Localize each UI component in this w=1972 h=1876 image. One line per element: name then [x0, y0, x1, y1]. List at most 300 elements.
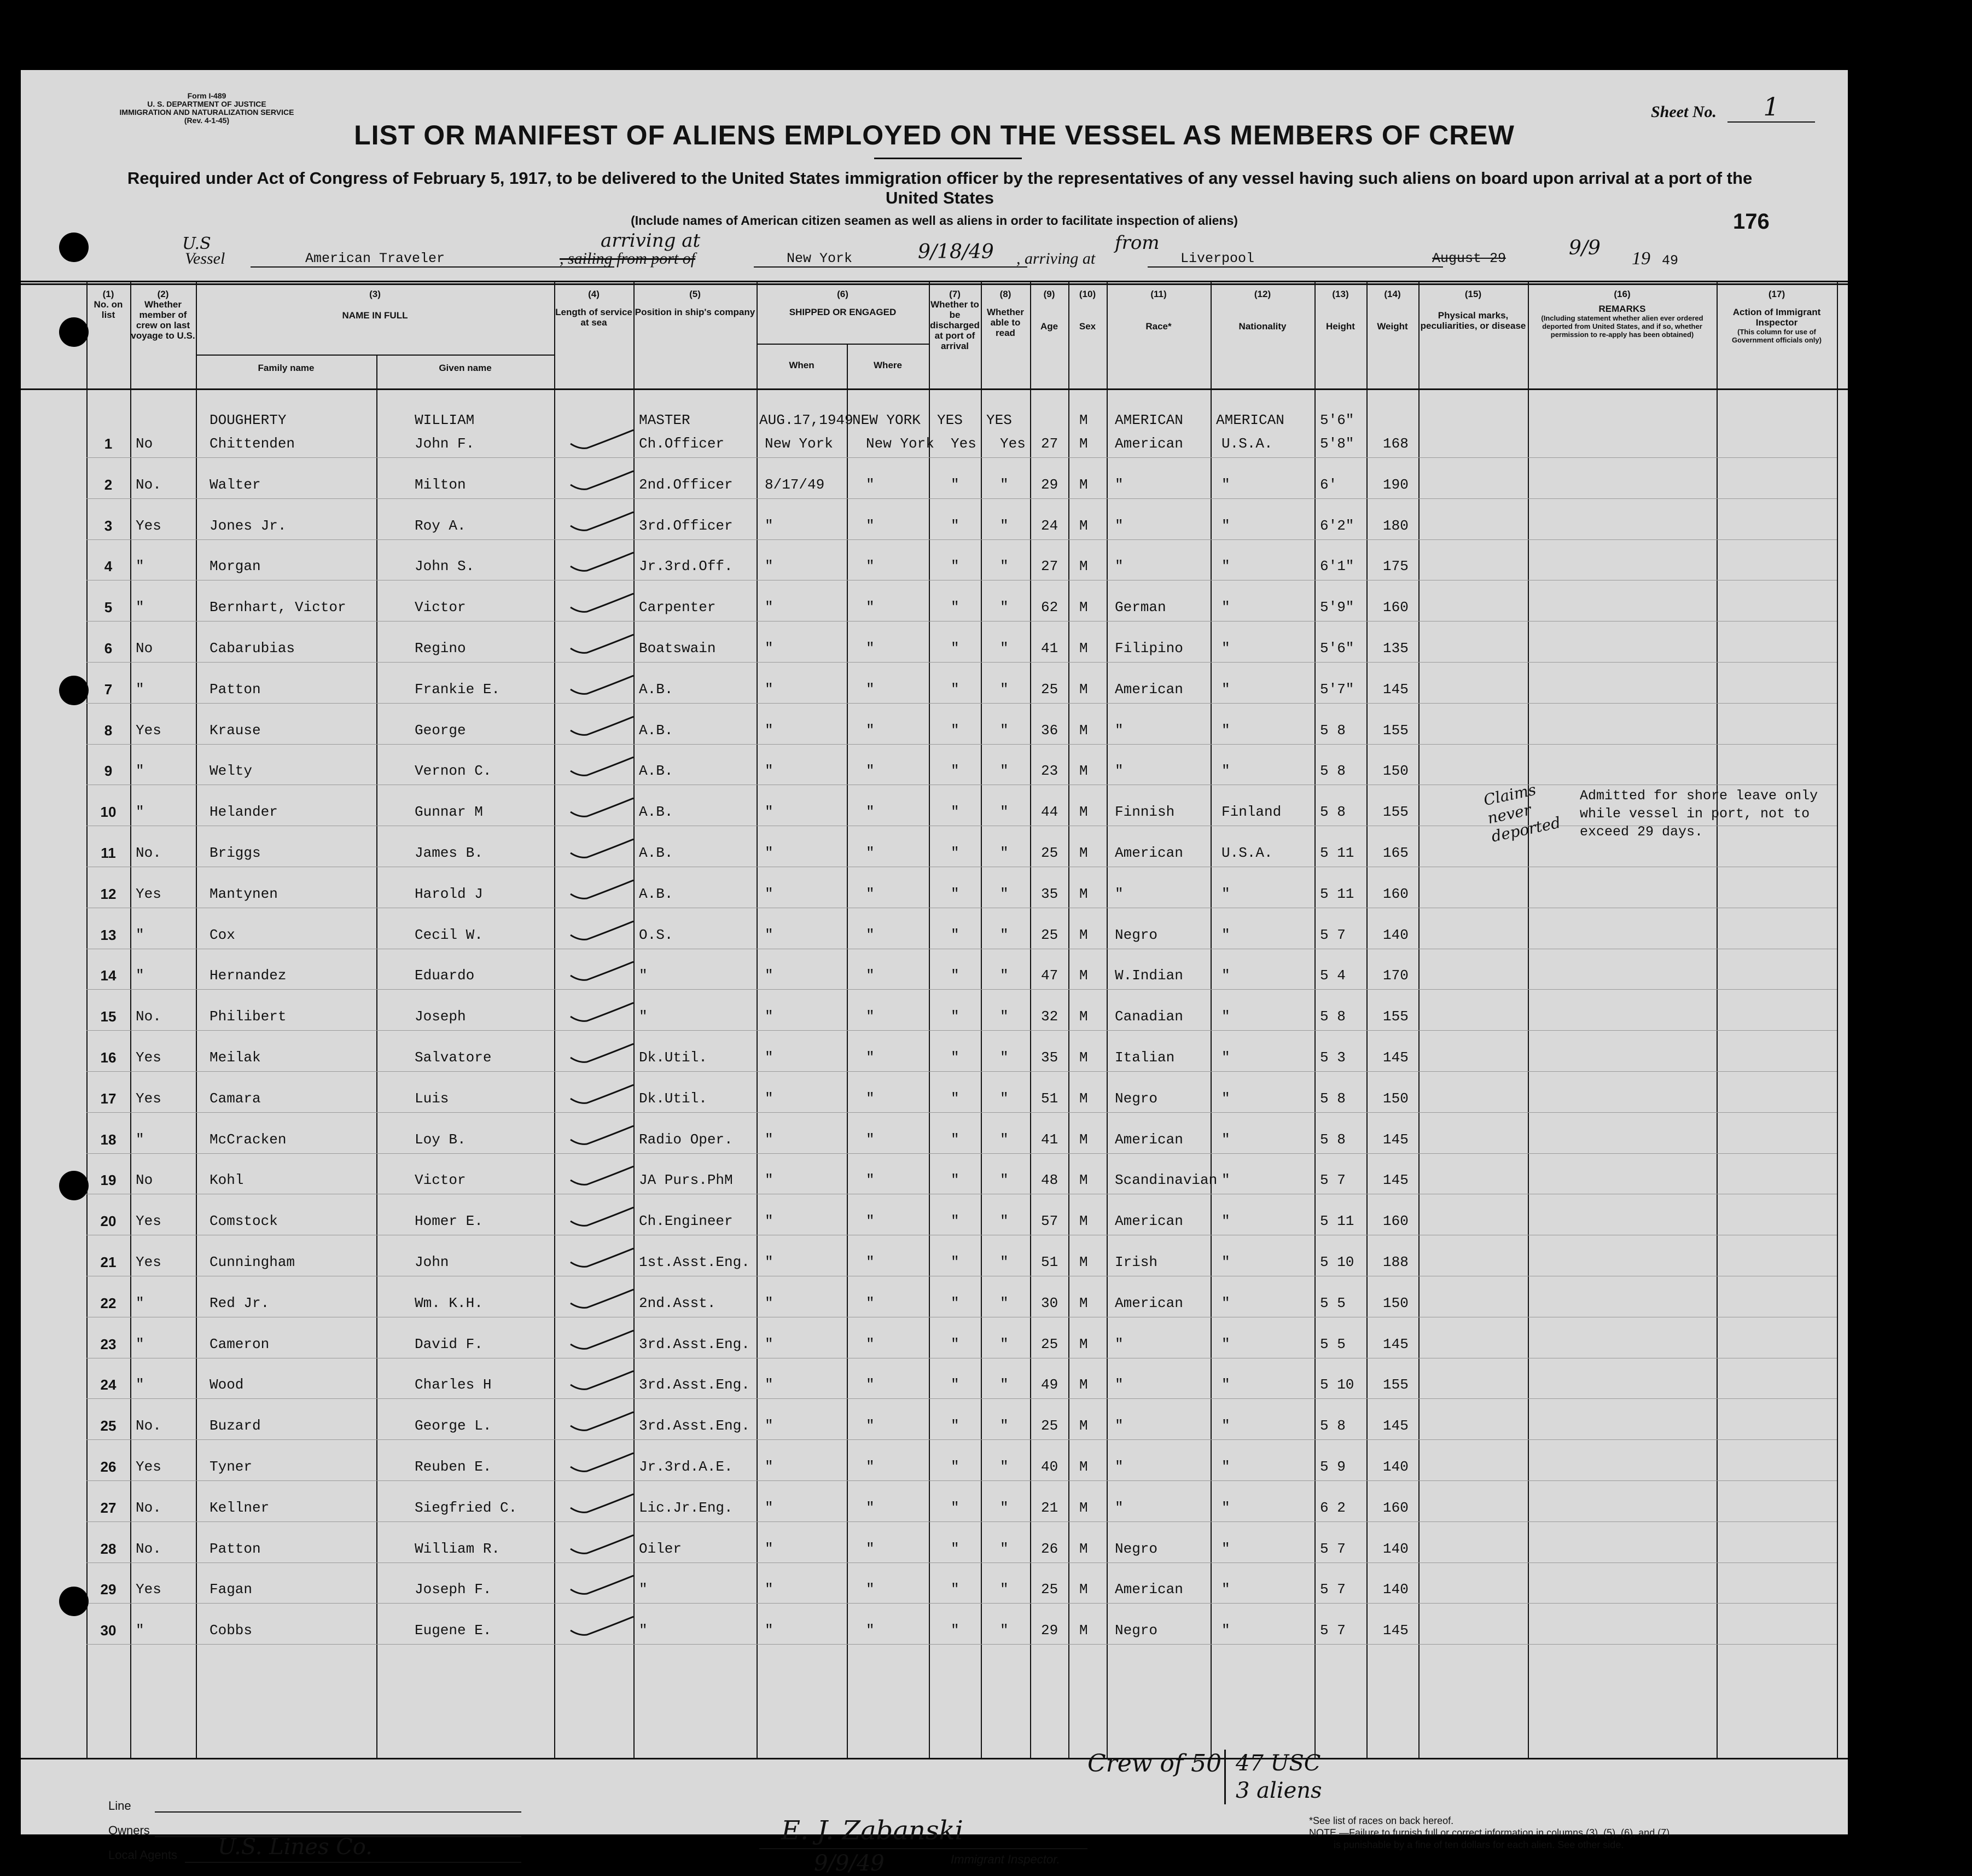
- row-family-name: Camara: [210, 1090, 261, 1107]
- row-discharged: ": [951, 517, 959, 534]
- row-race: ": [1115, 1499, 1124, 1516]
- binder-hole: [59, 233, 89, 262]
- row-position: Ch.Officer: [639, 435, 725, 452]
- row-weight: 150: [1383, 763, 1409, 780]
- row-able-to-read: ": [1000, 1459, 1009, 1475]
- length-of-service-checkmark: [568, 468, 633, 490]
- row-given-name: Siegfried C.: [415, 1499, 517, 1516]
- row-weight: 145: [1383, 1131, 1409, 1148]
- row-last-voyage: ": [136, 1335, 144, 1352]
- row-weight: 175: [1383, 558, 1409, 575]
- row-nationality: ": [1221, 1581, 1230, 1598]
- row-row-number: 16: [100, 1049, 117, 1066]
- row-shipped-where: ": [866, 1622, 875, 1639]
- row-nationality: ": [1221, 599, 1230, 616]
- length-of-service-checkmark: [568, 591, 633, 613]
- row-position: A.B.: [639, 804, 673, 821]
- row-shipped-when: ": [765, 1254, 773, 1270]
- row-row-number: 24: [100, 1376, 117, 1393]
- row-sex: M: [1079, 1581, 1088, 1598]
- row-able-to-read: ": [1000, 1049, 1009, 1066]
- col3-header: (3) NAME IN FULL: [342, 289, 408, 321]
- shipped-subheader-line: [757, 344, 929, 345]
- row-age: 51: [1041, 1090, 1058, 1107]
- col-line-2: [130, 282, 131, 1759]
- row-given-name: William R.: [415, 1540, 501, 1557]
- row-height: 5 11: [1320, 1213, 1354, 1230]
- manifest-sheet: [21, 70, 1848, 1876]
- row-shipped-when: ": [765, 599, 773, 616]
- col9-header: (9) Age: [1040, 289, 1058, 332]
- row-row-number: 15: [100, 1008, 117, 1025]
- title-underline: [874, 158, 1022, 159]
- row-family-name: Kohl: [210, 1172, 244, 1189]
- row-shipped-where: ": [866, 1499, 875, 1516]
- row-age: 35: [1041, 1049, 1058, 1066]
- row-sex: M: [1079, 435, 1088, 452]
- row-able-to-read: ": [1000, 1131, 1009, 1148]
- row-shipped-where: ": [866, 722, 875, 739]
- length-of-service-checkmark: [568, 754, 633, 776]
- row-height: 5 7: [1320, 1581, 1346, 1598]
- stamp-number: 176: [1733, 210, 1770, 234]
- row-weight: 140: [1383, 1459, 1409, 1475]
- row-row-number: 3: [104, 517, 113, 534]
- row-row-number: 25: [100, 1418, 117, 1434]
- col-line-5: [633, 282, 635, 1759]
- row-given-name: Victor: [415, 599, 466, 616]
- arriving-port: Liverpool: [1148, 251, 1443, 268]
- year-value: 49: [1662, 253, 1679, 269]
- length-of-service-checkmark: [568, 509, 633, 531]
- row-shipped-when: ": [765, 722, 773, 739]
- col8-header: (8) Whether able to read: [987, 289, 1024, 338]
- row-row-number: 14: [100, 967, 117, 984]
- row-height: 5 7: [1320, 926, 1346, 943]
- length-of-service-checkmark: [568, 1368, 633, 1390]
- row-nationality: ": [1221, 1172, 1230, 1189]
- row-sex: M: [1079, 558, 1088, 575]
- row-height: 5'9": [1320, 599, 1354, 616]
- row-position: ": [639, 967, 648, 984]
- row-shipped-where: ": [866, 558, 875, 575]
- row-shipped-where: ": [866, 804, 875, 821]
- row-sex: M: [1079, 1376, 1088, 1393]
- row-sex: M: [1079, 1131, 1088, 1148]
- crew-breakdown: 47 USC 3 aliens: [1224, 1750, 1322, 1804]
- row-row-number: 28: [100, 1540, 117, 1557]
- row-last-voyage: ": [136, 926, 144, 943]
- row-position: A.B.: [639, 722, 673, 739]
- row-height: 5 8: [1320, 722, 1346, 739]
- row-shipped-when: ": [765, 1459, 773, 1475]
- row-shipped-when: ": [765, 1335, 773, 1352]
- col-line-11: [1107, 282, 1108, 1759]
- row-row-number: 26: [100, 1459, 117, 1475]
- row-shipped-when: ": [765, 558, 773, 575]
- row-discharged: ": [951, 1090, 959, 1107]
- row-family-name: Chittenden: [210, 435, 295, 452]
- master-race: AMERICAN: [1115, 412, 1183, 428]
- row-weight: 145: [1383, 1418, 1409, 1434]
- length-of-service-checkmark: [568, 1123, 633, 1145]
- departure-date: 9/18/49: [918, 241, 994, 263]
- row-height: 6 2: [1320, 1499, 1346, 1516]
- row-able-to-read: ": [1000, 1376, 1009, 1393]
- penalty-note-1: NOTE.—Failure to furnish full or correct information in columns (3), (5), (6), and (7): [1309, 1827, 1670, 1838]
- row-sex: M: [1079, 599, 1088, 616]
- row-row-number: 21: [100, 1254, 117, 1270]
- col-line-16: [1528, 282, 1529, 1759]
- row-position: 2nd.Officer: [639, 476, 733, 493]
- row-position: 3rd.Asst.Eng.: [639, 1418, 750, 1434]
- row-family-name: Wood: [210, 1376, 244, 1393]
- row-shipped-when: ": [765, 763, 773, 780]
- row-race: American: [1115, 681, 1183, 698]
- row-race: American: [1115, 1294, 1183, 1311]
- row-last-voyage: ": [136, 804, 144, 821]
- row-race: ": [1115, 1418, 1124, 1434]
- row-shipped-where: ": [866, 1581, 875, 1598]
- row-last-voyage: No: [136, 435, 153, 452]
- col-line-14: [1366, 282, 1368, 1759]
- remarks-handwritten-note: Claims never deported: [1482, 780, 1562, 846]
- row-shipped-where: ": [866, 1008, 875, 1025]
- row-height: 5 5: [1320, 1294, 1346, 1311]
- row-separator: [86, 1398, 1837, 1399]
- row-race: American: [1115, 1213, 1183, 1230]
- row-race: ": [1115, 722, 1124, 739]
- row-age: 62: [1041, 599, 1058, 616]
- row-family-name: Cameron: [210, 1335, 270, 1352]
- row-shipped-where: ": [866, 476, 875, 493]
- row-separator: [86, 1112, 1837, 1113]
- row-weight: 135: [1383, 640, 1409, 657]
- line-rule: [155, 1811, 521, 1813]
- row-family-name: Morgan: [210, 558, 261, 575]
- row-family-name: Briggs: [210, 845, 261, 861]
- row-race: Irish: [1115, 1254, 1158, 1270]
- row-height: 5 10: [1320, 1376, 1354, 1393]
- row-last-voyage: Yes: [136, 1213, 161, 1230]
- row-height: 5 8: [1320, 1418, 1346, 1434]
- row-family-name: Tyner: [210, 1459, 253, 1475]
- row-last-voyage: ": [136, 1294, 144, 1311]
- row-discharged: ": [951, 1049, 959, 1066]
- row-able-to-read: ": [1000, 517, 1009, 534]
- line-label: Line: [108, 1799, 131, 1813]
- row-sex: M: [1079, 967, 1088, 984]
- row-age: 49: [1041, 1376, 1058, 1393]
- row-age: 40: [1041, 1459, 1058, 1475]
- row-discharged: ": [951, 1213, 959, 1230]
- row-race: German: [1115, 599, 1166, 616]
- row-nationality: ": [1221, 1294, 1230, 1311]
- col-line-6b: [847, 344, 848, 1759]
- length-of-service-checkmark: [568, 919, 633, 940]
- row-height: 5 7: [1320, 1540, 1346, 1557]
- row-nationality: ": [1221, 1376, 1230, 1393]
- row-family-name: Comstock: [210, 1213, 278, 1230]
- parenthetical-note: (Include names of American citizen seamen as well as aliens in order to facilitate inspection of aliens): [631, 213, 1238, 228]
- row-weight: 140: [1383, 926, 1409, 943]
- row-discharged: ": [951, 599, 959, 616]
- col5-header: (5) Position in ship's company: [635, 289, 755, 317]
- row-age: 24: [1041, 517, 1058, 534]
- row-shipped-when: ": [765, 1540, 773, 1557]
- row-family-name: Red Jr.: [210, 1294, 270, 1311]
- length-of-service-checkmark: [568, 1205, 633, 1227]
- col14-header: (14) Weight: [1377, 289, 1408, 332]
- row-able-to-read: ": [1000, 640, 1009, 657]
- length-of-service-checkmark: [568, 1041, 633, 1063]
- row-last-voyage: ": [136, 558, 144, 575]
- row-given-name: Frankie E.: [415, 681, 501, 698]
- row-race: Negro: [1115, 1622, 1158, 1639]
- row-family-name: Jones Jr.: [210, 517, 287, 534]
- row-separator: [86, 1030, 1837, 1031]
- row-nationality: ": [1221, 1459, 1230, 1475]
- row-height: 5'7": [1320, 681, 1354, 698]
- year-prefix: 19: [1632, 248, 1650, 269]
- row-family-name: Cox: [210, 926, 235, 943]
- row-race: ": [1115, 558, 1124, 575]
- form-identifier: Form I-489 U. S. DEPARTMENT OF JUSTICE IMMIGRATION AND NATURALIZATION SERVICE (Rev. 4-1-45): [119, 91, 294, 125]
- row-age: 23: [1041, 763, 1058, 780]
- length-of-service-checkmark: [568, 1491, 633, 1513]
- row-separator: [86, 621, 1837, 622]
- length-of-service-checkmark: [568, 1246, 633, 1268]
- remarks-typed: Admitted for shore leave only while vessel in port, not to exceed 29 days.: [1580, 788, 1818, 840]
- row-sex: M: [1079, 1499, 1088, 1516]
- row-nationality: ": [1221, 1499, 1230, 1516]
- row-discharged: ": [951, 763, 959, 780]
- row-weight: 155: [1383, 804, 1409, 821]
- row-nationality: ": [1221, 517, 1230, 534]
- header-bottom-border: [21, 388, 1848, 390]
- col-line-10: [1068, 282, 1069, 1759]
- row-position: 1st.Asst.Eng.: [639, 1254, 750, 1270]
- penalty-note-2: is punishable by a fine of ten dollars for each alien. See other side.: [1334, 1839, 1624, 1850]
- row-height: 5 7: [1320, 1172, 1346, 1189]
- row-sex: M: [1079, 640, 1088, 657]
- row-age: 25: [1041, 926, 1058, 943]
- act-subtitle: Required under Act of Congress of February 5, 1917, to be delivered to the United States immigration officer by the representatives of any vessel having such aliens on board upon arrival at a port of the United States: [127, 169, 1753, 207]
- row-weight: 150: [1383, 1294, 1409, 1311]
- master-discharged: YES: [937, 412, 963, 428]
- length-of-service-checkmark: [568, 1082, 633, 1104]
- row-last-voyage: ": [136, 967, 144, 984]
- row-discharged: ": [951, 926, 959, 943]
- row-sex: M: [1079, 476, 1088, 493]
- row-shipped-when: ": [765, 1294, 773, 1311]
- row-shipped-where: ": [866, 1213, 875, 1230]
- row-given-name: Salvatore: [415, 1049, 492, 1066]
- row-position: ": [639, 1581, 648, 1598]
- row-family-name: Walter: [210, 476, 261, 493]
- row-race: Negro: [1115, 1090, 1158, 1107]
- row-shipped-when: ": [765, 926, 773, 943]
- row-family-name: Philibert: [210, 1008, 287, 1025]
- row-able-to-read: ": [1000, 722, 1009, 739]
- row-position: ": [639, 1008, 648, 1025]
- row-race: American: [1115, 845, 1183, 861]
- row-shipped-when: ": [765, 1581, 773, 1598]
- row-shipped-when: ": [765, 1008, 773, 1025]
- row-separator: [86, 539, 1837, 540]
- row-weight: 145: [1383, 1049, 1409, 1066]
- row-height: 5 8: [1320, 1008, 1346, 1025]
- row-age: 25: [1041, 681, 1058, 698]
- row-weight: 145: [1383, 1622, 1409, 1639]
- row-height: 5 3: [1320, 1049, 1346, 1066]
- row-height: 5 7: [1320, 1622, 1346, 1639]
- row-able-to-read: ": [1000, 926, 1009, 943]
- row-discharged: ": [951, 1418, 959, 1434]
- row-shipped-where: ": [866, 885, 875, 902]
- row-shipped-when: ": [765, 517, 773, 534]
- row-able-to-read: ": [1000, 681, 1009, 698]
- col-line-7: [929, 282, 930, 1759]
- row-row-number: 20: [100, 1213, 117, 1230]
- row-nationality: ": [1221, 926, 1230, 943]
- row-nationality: ": [1221, 885, 1230, 902]
- row-given-name: Charles H: [415, 1376, 492, 1393]
- row-nationality: U.S.A.: [1221, 435, 1273, 452]
- row-given-name: Roy A.: [415, 517, 466, 534]
- row-shipped-when: ": [765, 1049, 773, 1066]
- row-nationality: ": [1221, 640, 1230, 657]
- col3a-header: Family name: [258, 363, 315, 373]
- row-race: ": [1115, 1376, 1124, 1393]
- col-line-17: [1717, 282, 1718, 1759]
- row-nationality: ": [1221, 1090, 1230, 1107]
- row-shipped-when: 8/17/49: [765, 476, 825, 493]
- row-given-name: Cecil W.: [415, 926, 483, 943]
- master-family-name: DOUGHERTY: [210, 412, 287, 428]
- row-discharged: ": [951, 804, 959, 821]
- row-able-to-read: ": [1000, 1213, 1009, 1230]
- row-able-to-read: Yes: [1000, 435, 1026, 452]
- row-able-to-read: ": [1000, 1294, 1009, 1311]
- row-discharged: ": [951, 885, 959, 902]
- row-age: 25: [1041, 1581, 1058, 1598]
- row-weight: 145: [1383, 681, 1409, 698]
- row-shipped-when: ": [765, 1213, 773, 1230]
- row-weight: 168: [1383, 435, 1409, 452]
- row-shipped-where: ": [866, 1540, 875, 1557]
- row-separator: [86, 1439, 1837, 1440]
- row-family-name: Bernhart, Victor: [210, 599, 346, 616]
- col3b-header: Given name: [439, 363, 492, 373]
- row-position: 3rd.Asst.Eng.: [639, 1376, 750, 1393]
- row-age: 36: [1041, 722, 1058, 739]
- row-row-number: 30: [100, 1622, 117, 1639]
- row-shipped-where: ": [866, 640, 875, 657]
- row-weight: 170: [1383, 967, 1409, 984]
- row-nationality: Finland: [1221, 804, 1282, 821]
- row-race: Filipino: [1115, 640, 1183, 657]
- row-given-name: Loy B.: [415, 1131, 466, 1148]
- col15-header: (15) Physical marks, peculiarities, or disease: [1420, 289, 1526, 331]
- row-separator: [86, 989, 1837, 990]
- row-position: A.B.: [639, 681, 673, 698]
- row-able-to-read: ": [1000, 1008, 1009, 1025]
- row-nationality: ": [1221, 1254, 1230, 1270]
- row-sex: M: [1079, 1172, 1088, 1189]
- row-weight: 160: [1383, 1499, 1409, 1516]
- row-shipped-where: New York: [866, 435, 934, 452]
- row-height: 5 8: [1320, 804, 1346, 821]
- master-height: 5'6": [1320, 412, 1354, 428]
- row-race: W.Indian: [1115, 967, 1183, 984]
- row-shipped-where: ": [866, 1049, 875, 1066]
- row-last-voyage: ": [136, 599, 144, 616]
- row-row-number: 12: [100, 885, 117, 902]
- length-of-service-checkmark: [568, 550, 633, 572]
- row-weight: 160: [1383, 885, 1409, 902]
- row-sex: M: [1079, 845, 1088, 861]
- row-row-number: 18: [100, 1131, 117, 1148]
- row-position: 3rd.Asst.Eng.: [639, 1335, 750, 1352]
- row-race: Canadian: [1115, 1008, 1183, 1025]
- row-shipped-where: ": [866, 1294, 875, 1311]
- name-subheader-line: [196, 355, 554, 356]
- col10-header: (10) Sex: [1079, 289, 1096, 332]
- row-weight: 190: [1383, 476, 1409, 493]
- races-note: *See list of races on back hereof.: [1309, 1815, 1454, 1826]
- row-last-voyage: No.: [136, 1418, 161, 1434]
- length-of-service-checkmark: [568, 1287, 633, 1309]
- row-shipped-when: ": [765, 885, 773, 902]
- row-position: Jr.3rd.Off.: [639, 558, 733, 575]
- row-age: 47: [1041, 967, 1058, 984]
- row-row-number: 23: [100, 1335, 117, 1352]
- col-line-6: [757, 282, 758, 1759]
- row-position: Dk.Util.: [639, 1049, 707, 1066]
- row-age: 32: [1041, 1008, 1058, 1025]
- row-given-name: Eduardo: [415, 967, 475, 984]
- row-last-voyage: Yes: [136, 1459, 161, 1475]
- row-nationality: ": [1221, 1622, 1230, 1639]
- row-sex: M: [1079, 1254, 1088, 1270]
- row-given-name: Gunnar M: [415, 804, 483, 821]
- row-separator: [86, 1603, 1837, 1604]
- row-age: 25: [1041, 1418, 1058, 1434]
- row-weight: 140: [1383, 1540, 1409, 1557]
- row-given-name: Homer E.: [415, 1213, 483, 1230]
- row-separator: [86, 1153, 1837, 1154]
- row-discharged: ": [951, 1294, 959, 1311]
- row-last-voyage: No: [136, 640, 153, 657]
- row-family-name: Mantynen: [210, 885, 278, 902]
- sheet-number-value: 1: [1727, 92, 1815, 123]
- row-shipped-where: ": [866, 1376, 875, 1393]
- row-sex: M: [1079, 1622, 1088, 1639]
- row-shipped-when: ": [765, 1418, 773, 1434]
- arriving-handwritten: arriving at: [601, 230, 701, 252]
- crew-count-handwritten: Crew of 50: [1087, 1750, 1222, 1778]
- row-height: 5 8: [1320, 1090, 1346, 1107]
- col6a-header: When: [789, 360, 815, 370]
- row-discharged: ": [951, 1499, 959, 1516]
- row-row-number: 7: [104, 681, 113, 698]
- row-nationality: ": [1221, 1335, 1230, 1352]
- row-sex: M: [1079, 1008, 1088, 1025]
- row-row-number: 5: [104, 599, 113, 616]
- row-able-to-read: ": [1000, 599, 1009, 616]
- row-sex: M: [1079, 885, 1088, 902]
